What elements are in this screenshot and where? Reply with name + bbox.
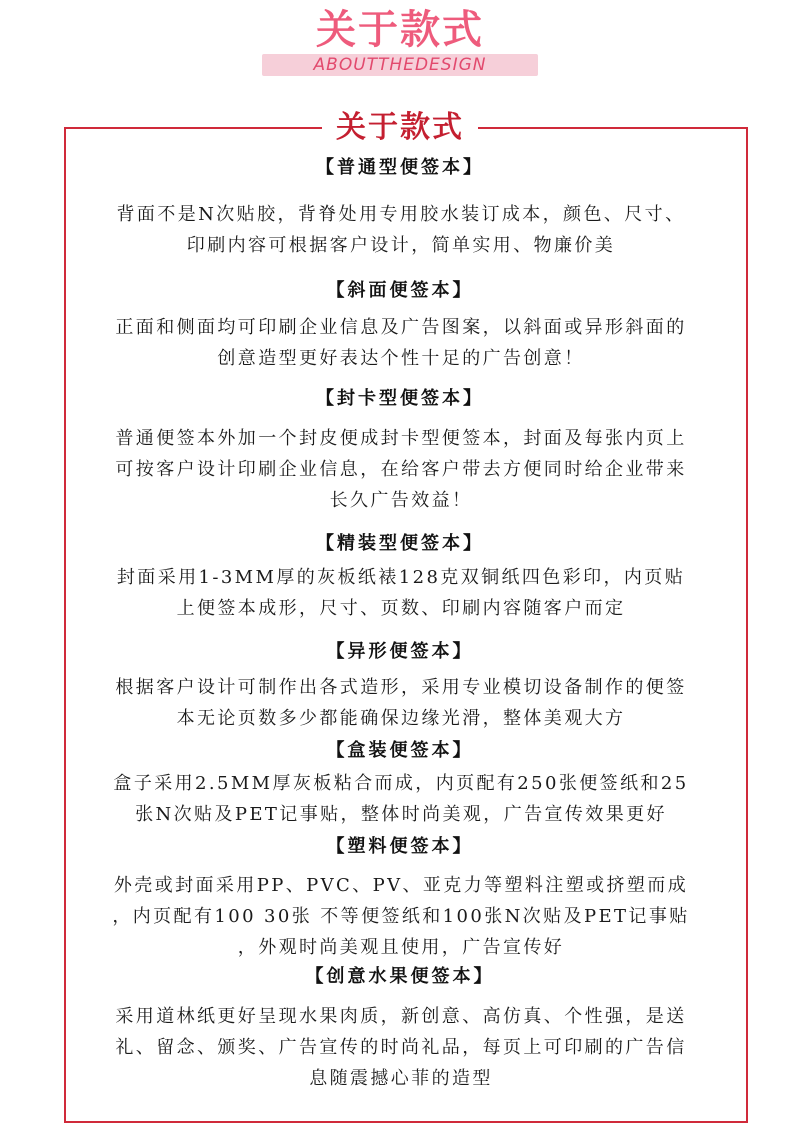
page-header (0, 0, 800, 90)
body-line: ，外观时尚美观且使用，广告宣传好 (237, 937, 565, 958)
body-line: 根据客户设计可制作出各式造形，采用专业模切设备制作的便签 (115, 677, 687, 698)
frame-title-text: 关于款式 (322, 108, 478, 148)
section-body-shaped-notebook (76, 672, 726, 734)
body-line: 普通便签本外加一个封皮便成封卡型便签本，封面及每张内页上 (115, 428, 687, 449)
header-title: 关于款式 (316, 7, 484, 53)
section-body-plastic-notebook (76, 870, 726, 963)
body-line: 正面和侧面均可印刷企业信息及广告图案，以斜面或异形斜面的 (115, 317, 687, 338)
section-body-fruit-notebook (76, 1001, 726, 1094)
section-heading-plastic-notebook: 【塑料便签本】 (326, 836, 474, 857)
body-line: 背面不是N次贴胶，背脊处用专用胶水装订成本，颜色、尺寸、 (116, 204, 686, 225)
section-body-hardcover-notebook (76, 562, 726, 624)
body-line: 息随震撼心菲的造型 (309, 1068, 493, 1089)
section-heading-hardcover-notebook: 【精装型便签本】 (316, 533, 484, 554)
body-line: 外壳或封面采用PP、PVC、PV、亚克力等塑料注塑或挤塑而成 (113, 875, 689, 896)
section-heading-shaped-notebook: 【异形便签本】 (326, 641, 474, 662)
body-line: 采用道林纸更好呈现水果肉质，新创意、高仿真、个性强，是送 (115, 1006, 687, 1027)
body-line: 本无论页数多少都能确保边缘光滑，整体美观大方 (176, 708, 626, 729)
body-line: 上便签本成形，尺寸、页数、印刷内容随客户而定 (176, 598, 626, 619)
section-body-cover-card-notebook (76, 423, 726, 516)
section-heading-cover-card-notebook: 【封卡型便签本】 (316, 388, 484, 409)
section-heading-bevel-notebook: 【斜面便签本】 (326, 280, 474, 301)
body-line: 封面采用1-3MM厚的灰板纸裱128克双铜纸四色彩印，内页贴 (116, 567, 686, 588)
section-body-boxed-notebook (76, 768, 726, 830)
header-subtitle: ABOUTTHEDESIGN (313, 55, 487, 75)
section-body-plain-notebook (76, 199, 726, 261)
body-line: 可按客户设计印刷企业信息，在给客户带去方便同时给企业带来 (115, 459, 687, 480)
body-line: ，内页配有100 30张 不等便签纸和100张N次贴及PET记事贴 (112, 906, 690, 927)
body-line: 长久广告效益！ (329, 490, 473, 511)
body-line: 礼、留念、颁奖、广告宣传的时尚礼品，每页上可印刷的广告信 (115, 1037, 687, 1058)
body-line: 创意造型更好表达个性十足的广告创意！ (217, 348, 585, 369)
section-body-bevel-notebook (76, 312, 726, 374)
section-heading-boxed-notebook: 【盒装便签本】 (326, 740, 474, 761)
body-line: 张N次贴及PET记事贴，整体时尚美观，广告宣传效果更好 (135, 804, 667, 825)
body-line: 印刷内容可根据客户设计，简单实用、物廉价美 (186, 235, 616, 256)
section-heading-plain-notebook: 【普通型便签本】 (316, 157, 484, 178)
body-line: 盒子采用2.5MM厚灰板粘合而成，内页配有250张便签纸和25 (113, 773, 689, 794)
section-heading-fruit-notebook: 【创意水果便签本】 (305, 966, 495, 987)
